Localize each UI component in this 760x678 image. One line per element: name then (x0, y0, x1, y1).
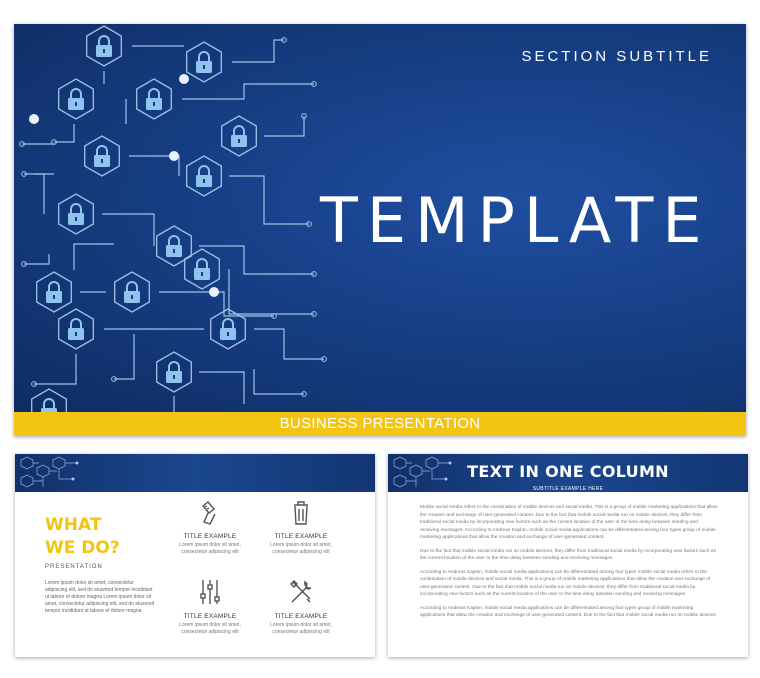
trash-icon (289, 500, 313, 526)
circuit-trace (254, 329, 324, 359)
glow-node (29, 114, 39, 124)
text-one-column-slide (388, 454, 748, 657)
text-one-column-subtitle: SUBTITLE EXAMPLE HERE (532, 486, 604, 492)
lock-icon (59, 309, 94, 349)
presentation-label: PRESENTATION (45, 564, 103, 570)
lock-icon (37, 272, 72, 312)
sliders-icon (198, 578, 222, 606)
circuit-trace (182, 84, 314, 99)
what-we-do-line2: WE DO? (45, 538, 120, 558)
feature-title: TITLE EXAMPLE (183, 613, 237, 620)
lock-icon (115, 272, 150, 312)
circuit-trace (22, 144, 54, 174)
lock-icon (59, 79, 94, 119)
feature-text: Lorem ipsum dolor sit amet, consectetur adipiscing elit (270, 622, 332, 635)
circuit-trace (34, 354, 76, 384)
lock-icon (85, 136, 120, 176)
feature-item (261, 500, 341, 556)
tools-icon (288, 578, 314, 606)
circuit-mini-pattern (15, 454, 95, 492)
circuit-trace (102, 214, 154, 246)
lock-icon (222, 116, 257, 156)
lock-icon (87, 26, 122, 66)
title-slide (14, 24, 746, 436)
lock-icon (211, 309, 246, 349)
usb-drive-icon (198, 500, 222, 526)
lock-icon (157, 352, 192, 392)
lock-icon (185, 249, 220, 289)
feature-text: Lorem ipsum dolor sit amet, consectetur adipiscing elit (270, 542, 332, 555)
text-one-column-title: TEXT IN ONE COLUMN (467, 462, 669, 481)
feature-item (170, 500, 250, 556)
feature-title: TITLE EXAMPLE (274, 533, 328, 540)
feature-item (261, 578, 341, 636)
circuit-trace (34, 174, 44, 214)
circuit-trace (254, 369, 304, 394)
lock-icon (32, 389, 67, 412)
circuit-trace (229, 176, 309, 224)
body-text (420, 504, 718, 626)
body-paragraph: Mobile social media refers to the combination of mobile devices and social media. This is a group of mobile marketing applications that allow the creation and exchange of user-generated content. Due to the fact that mobile social media run on mobile devices, they differ from traditional social media by incorporating new factors such as the current location of the user or the time delay between sending and receiving messages. According to Andreas Kaplan, mobile social media applications can be differentiated among four types group of mobile marketing applications that allow the creation and exchange of user-generated content. (420, 505, 718, 540)
circuit-trace (24, 254, 49, 264)
body-paragraph: Due to the fact that mobile social media run on mobile devices, they differ from traditional social media by incorporating new factors such as the current location of the user or the time delay between sending and receiving messages. (420, 548, 716, 561)
circuit-trace (199, 246, 314, 274)
what-we-do-paragraph: Lorem ipsum dolor sit amet, consectetur adipiscing elit, sed do eiusmod tempor incididunt ut labore et dolore magna Lorem ipsum dolor sit amet, consectetur adipiscing elit, sed do eiusmod tempor incididunt ut labore et dolore magna (45, 580, 155, 614)
lock-icon (187, 156, 222, 196)
circuit-lock-pattern (14, 24, 334, 412)
feature-text: Lorem ipsum dolor sit amet, consectetur adipiscing elit (179, 622, 241, 635)
feature-title: TITLE EXAMPLE (183, 533, 237, 540)
lock-icon (137, 79, 172, 119)
lock-icon (59, 194, 94, 234)
what-we-do-slide (15, 454, 375, 657)
body-paragraph: According to Andreas Kaplan, mobile social media applications can be differentiated among four types mobile social media refers to the combination of mobile devices and social media. This is a group of mobile marketing applications that allow the creation and exchange of user-generated content. Due to the fact that mobile social media run on mobile devices, they differ from traditional social media by incorporating new factors such as the current location of the user or the time delay between sending and receiving messages. (420, 569, 711, 597)
what-we-do-heading (45, 514, 120, 560)
circuit-trace (74, 244, 114, 270)
what-we-do-line1: WHAT (45, 515, 102, 535)
lock-icon (157, 226, 192, 266)
lock-icon (187, 42, 222, 82)
circuit-trace (114, 334, 134, 379)
feature-title: TITLE EXAMPLE (274, 613, 328, 620)
section-subtitle: SECTION SUBTITLE (521, 48, 712, 65)
template-title: TEMPLATE (320, 184, 711, 257)
feature-text: Lorem ipsum dolor sit amet, consectetur adipiscing elit (179, 542, 241, 555)
glow-node (169, 151, 179, 161)
glow-node (209, 287, 219, 297)
body-paragraph: According to Andreas Kaplan, mobile social media applications can be differentiated among four types group of mobile marketing applications that allow the creation and exchange of user-generated content. Due to the fact that mobile social media run on mobile devices (420, 605, 716, 618)
business-presentation-banner: BUSINESS PRESENTATION (14, 412, 746, 436)
circuit-trace (229, 269, 314, 314)
feature-item (170, 578, 250, 636)
circuit-trace (199, 372, 244, 404)
glow-node (179, 74, 189, 84)
